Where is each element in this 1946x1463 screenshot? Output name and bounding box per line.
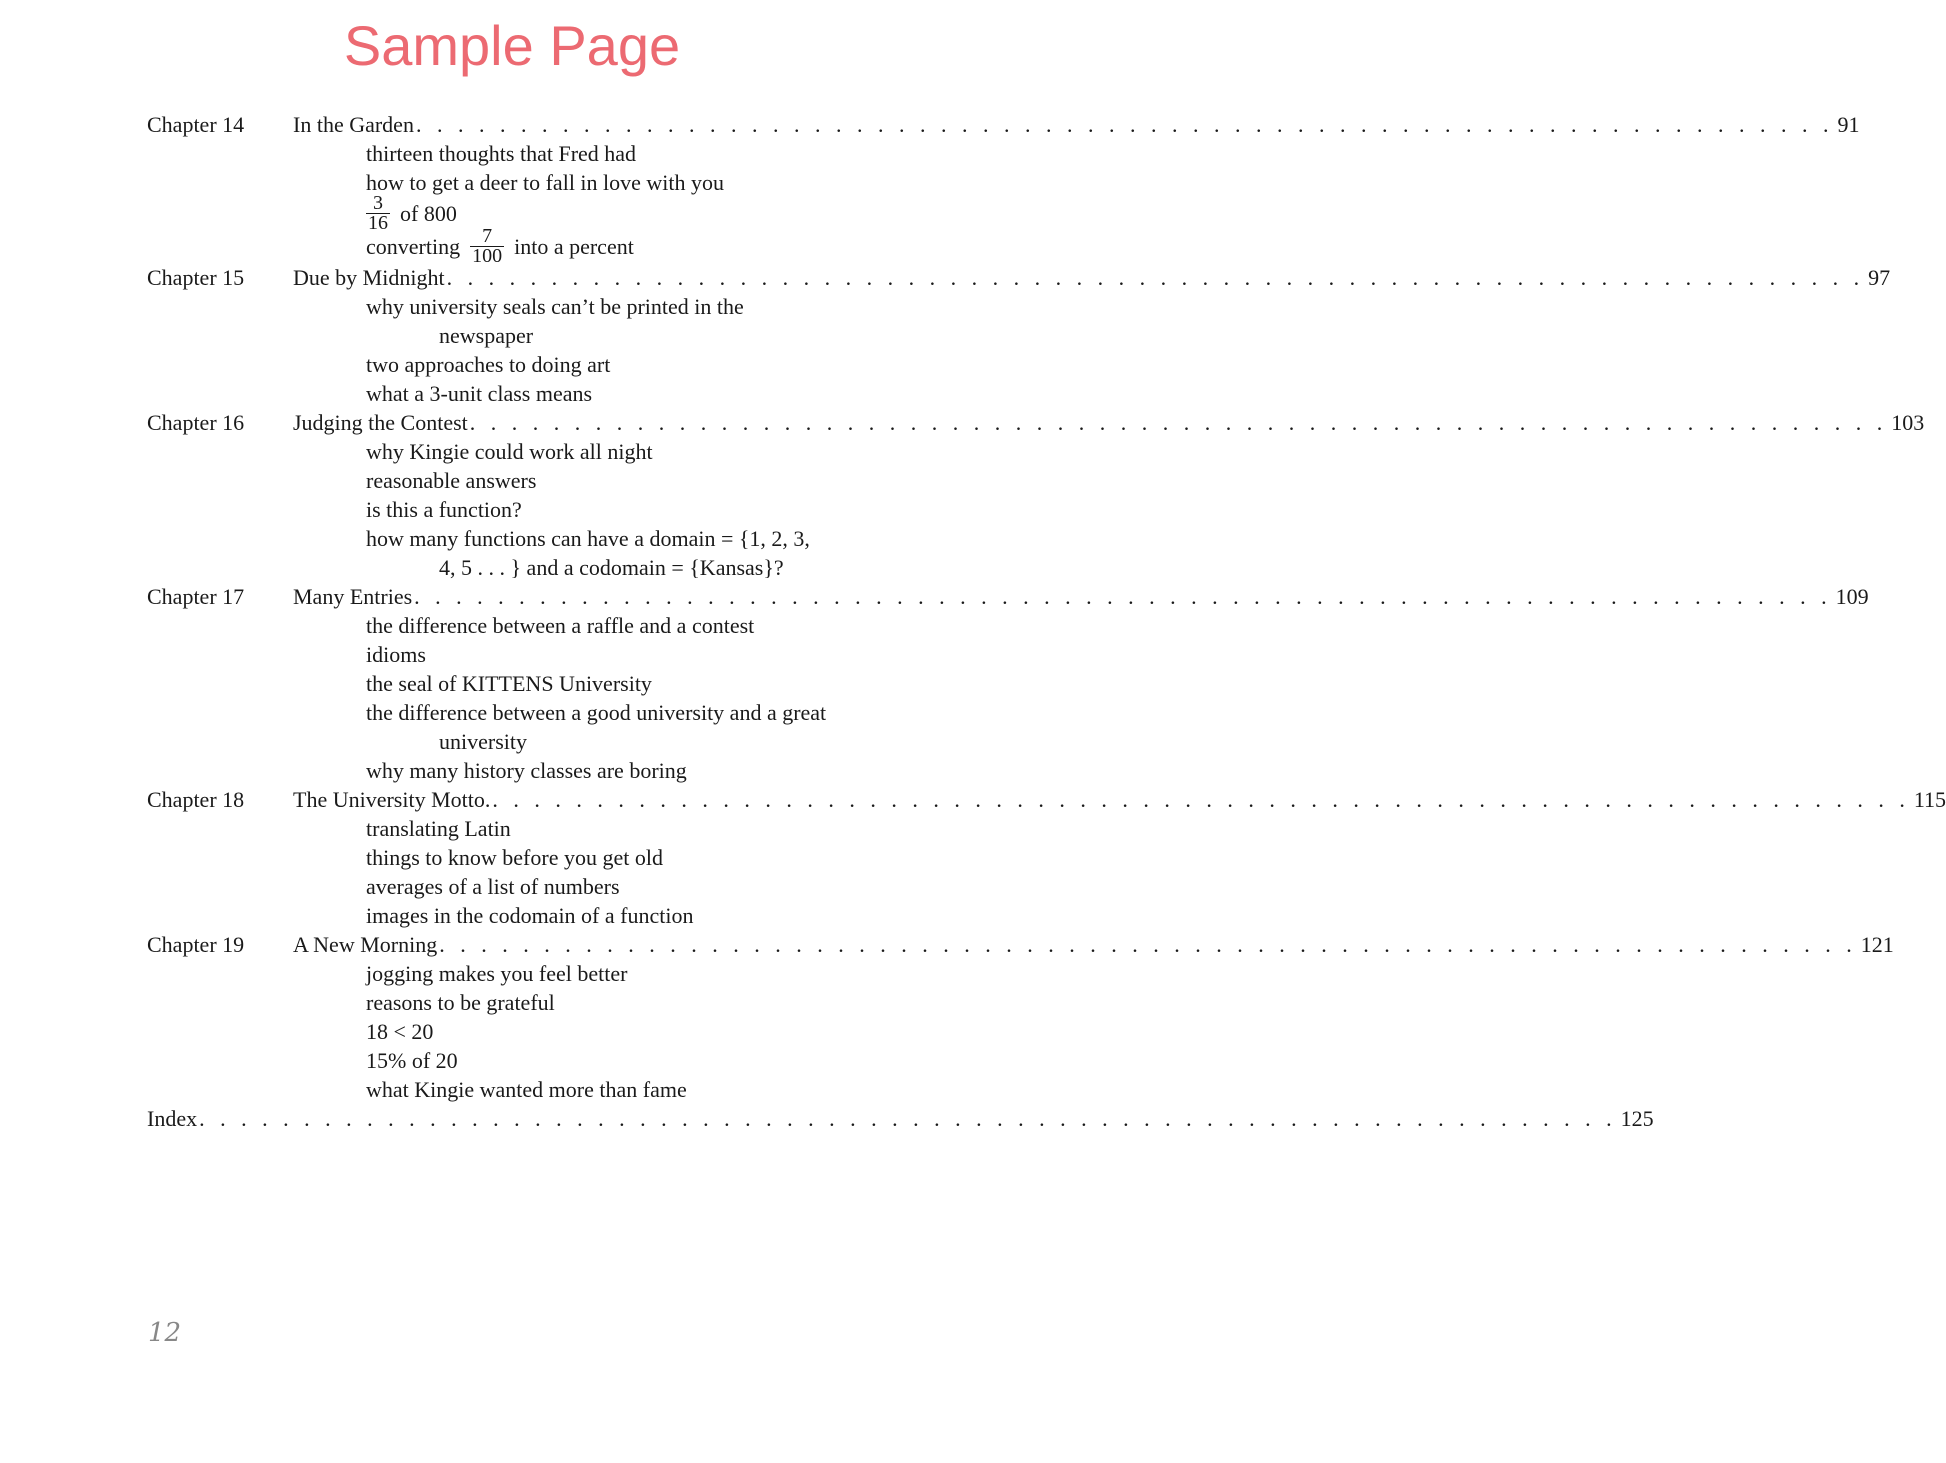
table-of-contents: [147, 110, 1946, 1133]
topic-line: idioms: [366, 642, 426, 667]
topic-line: why Kingie could work all night: [366, 439, 653, 464]
topic-line-continuation: 4, 5 . . . } and a codomain = {Kansas}?: [439, 555, 784, 580]
toc-entry-chapter-16: [147, 408, 1925, 437]
page-number: 115: [1913, 787, 1946, 812]
chapter-label: Chapter 14: [147, 112, 245, 137]
index-title: Index: [147, 1106, 198, 1131]
topic-line: how to get a deer to fall in love with you: [366, 170, 725, 195]
page-number: 97: [1868, 265, 1891, 290]
topic-line: the difference between a raffle and a contest: [366, 613, 755, 638]
fraction: [366, 194, 390, 233]
toc-entry-chapter-15: [147, 263, 1891, 292]
chapter-title: Due by Midnight: [293, 265, 445, 290]
topic-line: the seal of KITTENS University: [366, 671, 652, 696]
page-number: 125: [1620, 1106, 1654, 1131]
topic-line: two approaches to doing art: [366, 352, 611, 377]
topic-line: 18 < 20: [366, 1019, 434, 1044]
page-number: 109: [1835, 584, 1869, 609]
topic-line-continuation: university: [439, 729, 527, 754]
topic-line: 15% of 20: [366, 1048, 458, 1073]
topic-text: of 800: [400, 201, 457, 226]
sample-page-watermark: Sample Page: [343, 14, 681, 77]
dot-leader: . . . . . . . . . . . . . . . . . . . . . . . . . . . . . . . . . . . . . . . . . . . . . . . . . . . . . . . . . . . . . . . . . . . .: [199, 1106, 1617, 1131]
topic-line: what Kingie wanted more than fame: [366, 1077, 687, 1102]
page-folio-number: 12: [148, 1318, 182, 1348]
fraction-numerator: 7: [482, 225, 493, 247]
toc-entry-chapter-19: [147, 930, 1894, 959]
page-number: 121: [1860, 932, 1894, 957]
topic-line: why university seals can’t be printed in the: [366, 294, 744, 319]
toc-entry-index: [147, 1104, 1654, 1133]
fraction: [470, 227, 504, 266]
chapter-title: In the Garden: [293, 112, 414, 137]
page-number: 91: [1837, 112, 1860, 137]
topic-text: into a percent: [514, 234, 634, 259]
topic-line: things to know before you get old: [366, 845, 663, 870]
topic-line: reasons to be grateful: [366, 990, 555, 1015]
topic-line: how many functions can have a domain = {1, 2, 3,: [366, 526, 810, 551]
fraction-denominator: 16: [368, 212, 388, 234]
dot-leader: . . . . . . . . . . . . . . . . . . . . . . . . . . . . . . . . . . . . . . . . . . . . . . . . . . . . . . . . . . . . . . . . . . . .: [414, 584, 1832, 609]
chapter-title: The University Motto.: [293, 787, 491, 812]
toc-entry-chapter-17: [147, 582, 1869, 611]
topic-line-fraction: [147, 192, 877, 234]
topic-line: averages of a list of numbers: [366, 874, 620, 899]
toc-entry-chapter-18: [147, 785, 1946, 814]
chapter-title: Many Entries: [293, 584, 413, 609]
dot-leader: . . . . . . . . . . . . . . . . . . . . . . . . . . . . . . . . . . . . . . . . . . . . . . . . . . . . . . . . . . . . . . . . . . . .: [415, 112, 1834, 137]
chapter-title: A New Morning: [293, 932, 438, 957]
chapter-label: Chapter 18: [147, 787, 245, 812]
topic-line: translating Latin: [366, 816, 511, 841]
fraction-numerator: 3: [373, 192, 383, 214]
page-number: 103: [1891, 410, 1925, 435]
dot-leader: . . . . . . . . . . . . . . . . . . . . . . . . . . . . . . . . . . . . . . . . . . . . . . . . . . . . . . . . . . . . . . . . . . . .: [469, 410, 1888, 435]
topic-line: is this a function?: [366, 497, 522, 522]
topic-text: converting: [366, 234, 461, 259]
dot-leader: . . . . . . . . . . . . . . . . . . . . . . . . . . . . . . . . . . . . . . . . . . . . . . . . . . . . . . . . . . . . . . . . . . . .: [439, 932, 1857, 957]
chapter-title: Judging the Contest: [293, 410, 468, 435]
dot-leader: . . . . . . . . . . . . . . . . . . . . . . . . . . . . . . . . . . . . . . . . . . . . . . . . . . . . . . . . . . . . . . . . . . . .: [446, 265, 1865, 290]
fraction-denominator: 100: [472, 245, 503, 267]
topic-line-fraction: [147, 225, 877, 267]
topic-line: jogging makes you feel better: [366, 961, 628, 986]
chapter-label: Chapter 16: [147, 410, 245, 435]
topic-line: reasonable answers: [366, 468, 537, 493]
topic-line: the difference between a good university and a great: [366, 700, 827, 725]
topic-line: images in the codomain of a function: [366, 903, 694, 928]
topic-line-continuation: newspaper: [439, 323, 534, 348]
chapter-label: Chapter 19: [147, 932, 245, 957]
toc-entry-chapter-14: [147, 110, 1860, 139]
topic-line: what a 3-unit class means: [366, 381, 593, 406]
dot-leader: . . . . . . . . . . . . . . . . . . . . . . . . . . . . . . . . . . . . . . . . . . . . . . . . . . . . . . . . . . . . . . . . . . . .: [492, 787, 1910, 812]
chapter-label: Chapter 17: [147, 584, 245, 609]
topic-line: thirteen thoughts that Fred had: [366, 141, 637, 166]
chapter-label: Chapter 15: [147, 265, 245, 290]
topic-line: why many history classes are boring: [366, 758, 687, 783]
